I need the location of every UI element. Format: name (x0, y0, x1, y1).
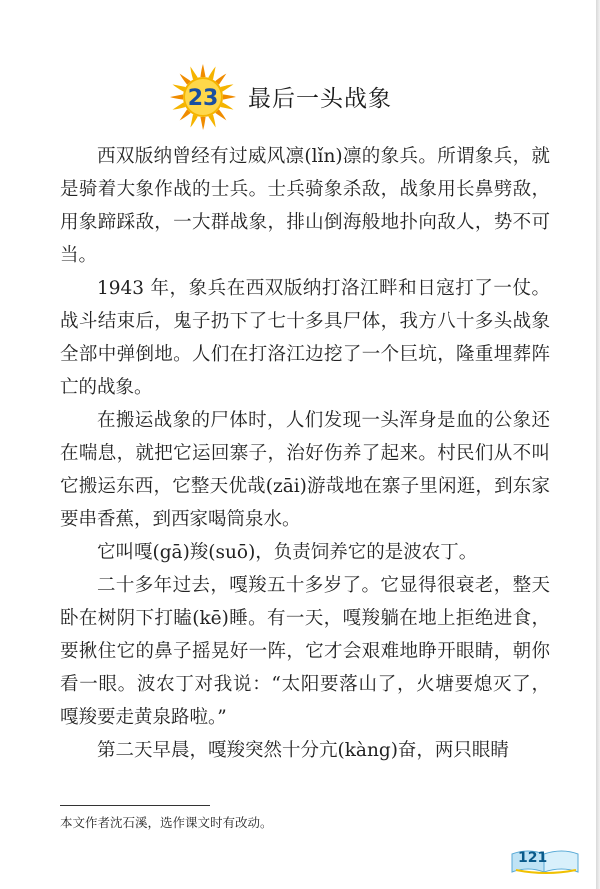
paragraph: 西双版纳曾经有过威风凛(lǐn)凛的象兵。所谓象兵，就是骑着大象作战的士兵。士兵骑象杀敌，战象用长鼻劈敌，用象蹄踩敌，一大群战象，排山倒海般地扑向敌人，势不可当。 (60, 146, 550, 266)
footnote-divider (60, 805, 210, 806)
page-number: 121 (518, 850, 548, 866)
lesson-header (0, 62, 600, 142)
sun-ray (190, 114, 197, 127)
sun-ray (200, 117, 205, 130)
paragraph: 它叫嘎(gā)羧(suō)，负责饲养它的是波农丁。 (97, 542, 478, 563)
paragraph: 1943 年，象兵在西双版纳打洛江畔和日寇打了一仗。战斗结束后，鬼子扔下了七十多具尸体，我方八十多头战象全部中弹倒地。人们在打洛江边挖了一个巨坑，隆重埋葬阵亡的战象。 (60, 278, 550, 398)
sun-ray (173, 102, 186, 109)
sun-ray (220, 102, 233, 109)
sun-ray (220, 84, 233, 91)
page-number-badge (510, 846, 580, 876)
sun-badge-icon (168, 62, 238, 132)
paragraph: 二十多年过去，嘎羧五十多岁了。它显得很衰老，整天卧在树阴下打瞌(kē)睡。有一天，嘎羧躺在地上拒绝进食，要揪住它的鼻子摇晃好一阵，它才会艰难地睁开眼睛，朝你看一眼。波农丁对我说：“太阳要落山了，火塘要熄灭了，嘎羧要走黄泉路啦。” (60, 575, 550, 728)
sun-ray (190, 67, 197, 80)
sun-ray (208, 67, 215, 80)
paragraph: 在搬运战象的尸体时，人们发现一头浑身是血的公象还在喘息，就把它运回寨子，治好伤养了起来。村民们从不叫它搬运东西，它整天优哉(zāi)游哉地在寨子里闲逛，到东家要串香蕉，到西家喝筒泉水。 (60, 410, 550, 530)
footnote: 本文作者沈石溪，选作课文时有改动。 (60, 815, 273, 830)
sun-ray (170, 94, 183, 99)
paragraph: 第二天早晨，嘎羧突然十分亢(kàng)奋，两只眼睛 (97, 740, 509, 761)
lesson-body (60, 140, 550, 767)
sun-ray (223, 94, 236, 99)
sun-ray (200, 64, 205, 77)
sun-ray (173, 84, 186, 91)
lesson-number: 23 (187, 86, 219, 111)
lesson-title: 最后一头战象 (248, 86, 392, 112)
sun-ray (208, 114, 215, 127)
